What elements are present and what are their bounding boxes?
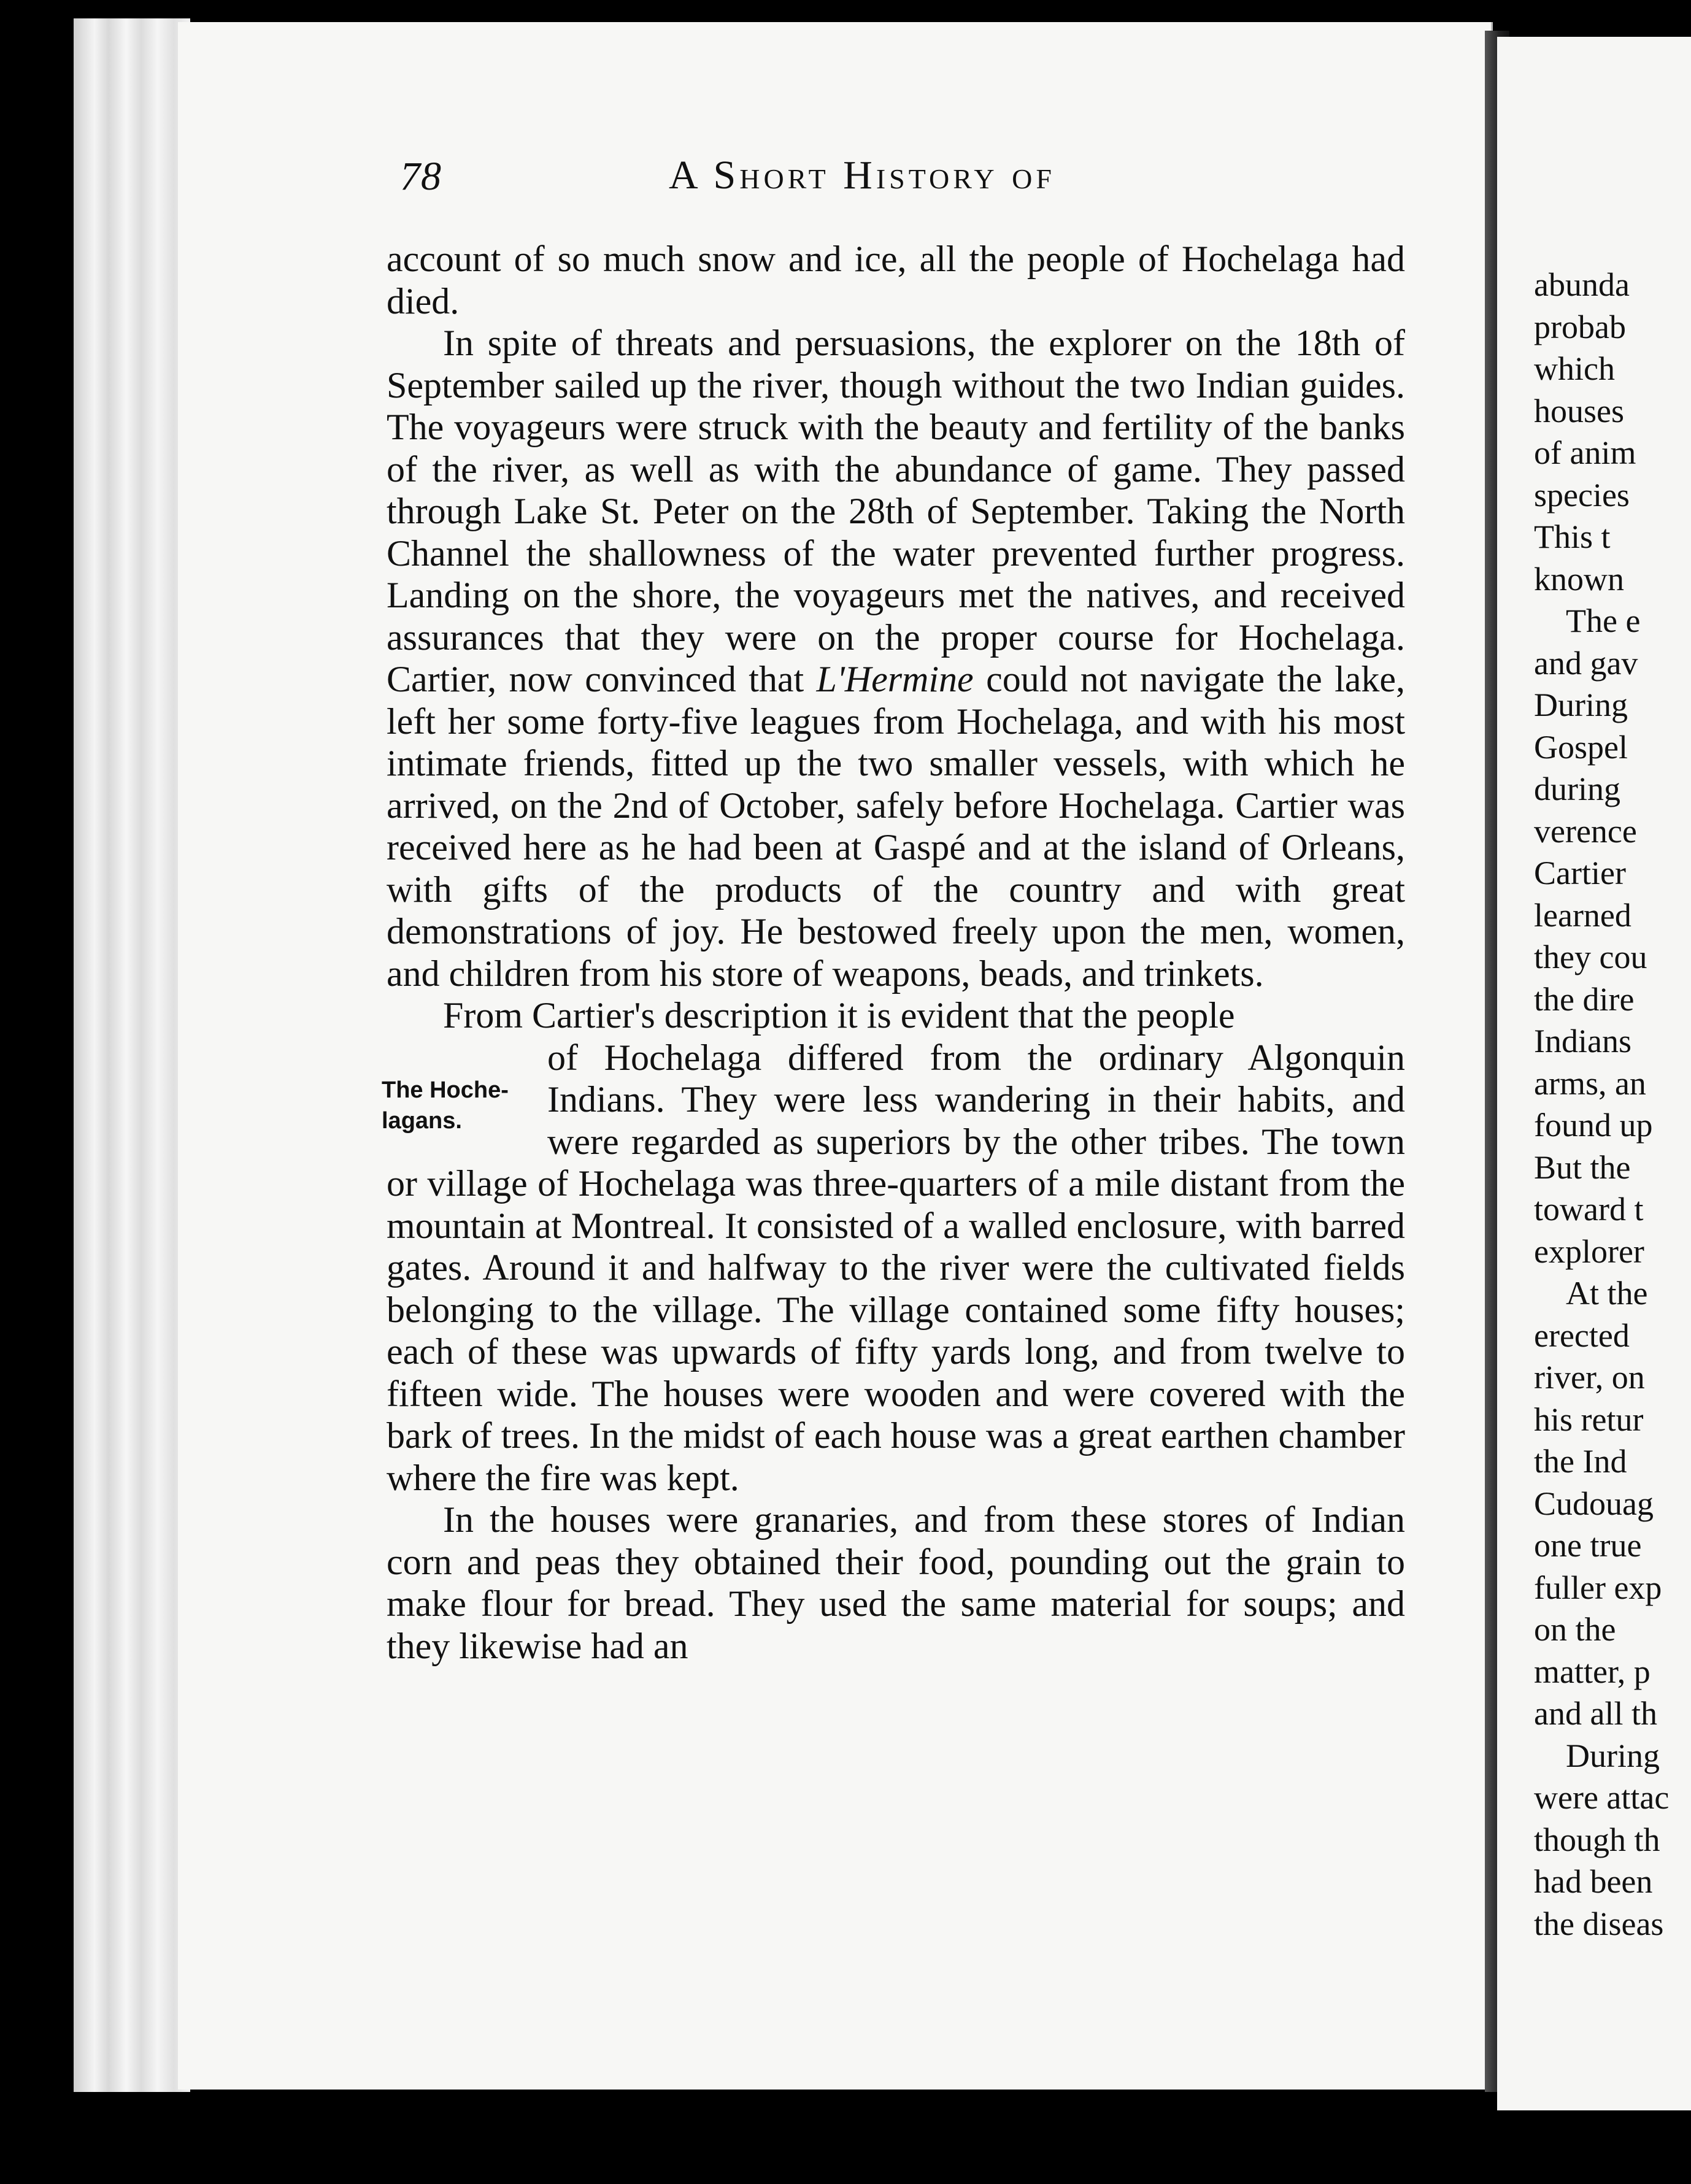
facing-page-line: Gospel	[1534, 728, 1628, 766]
paragraph-2-text: In spite of threats and persuasions, the explorer on the 18th of September sailed up the river, though without the two Indian guides. The voyageurs were struck with the beauty and fertility of the banks of the river, as well as with the abundance of game. They passed through Lake St. Peter on the 28th of September. Taking the North Channel the shallowness of the water prevented further progress. Landing on the shore, the voyageurs met the natives, and received assurances that they were on the proper course for Hochelaga. Cartier, now convinced that	[387, 323, 1405, 699]
facing-page-line: of anim	[1534, 434, 1636, 471]
facing-page-line: known	[1534, 560, 1624, 598]
facing-page-line: arms, an	[1534, 1064, 1646, 1102]
facing-page-line: his retur	[1534, 1401, 1644, 1438]
facing-page-line: explorer	[1534, 1232, 1644, 1270]
facing-page-line: abunda	[1534, 266, 1630, 303]
facing-page-line: Cartier	[1534, 855, 1626, 891]
facing-page-line: the diseas	[1534, 1905, 1664, 1942]
paragraph-3-first-line: From Cartier's description it is evident that the people	[443, 995, 1235, 1036]
main-text	[382, 238, 1406, 1667]
facing-page-line: though th	[1534, 1821, 1660, 1858]
facing-page-line: learned	[1534, 896, 1631, 934]
paragraph-1: account of so much snow and ice, all the people of Hochelaga had died.	[387, 239, 1405, 321]
facing-page-line: matter, p	[1534, 1653, 1651, 1690]
facing-page-line: which	[1534, 350, 1615, 387]
paragraph-4: In the houses were granaries, and from these stores of Indian corn and peas they obtained their food, pounding out the grain to make flour for bread. They used the same material for soups; and they likewise had an	[387, 1499, 1405, 1666]
facing-page-text	[1534, 264, 1691, 1945]
running-title: A Short History of	[669, 153, 1055, 198]
facing-page-line: during	[1534, 771, 1620, 807]
facing-page-line: houses	[1534, 392, 1624, 429]
paragraph-3	[382, 1037, 1405, 1499]
paragraph-2	[387, 322, 1405, 994]
facing-page-line: The e	[1566, 602, 1641, 639]
facing-page-line: At the	[1566, 1275, 1648, 1312]
facing-page-line: the Ind	[1534, 1443, 1627, 1480]
facing-page-line: on the	[1534, 1611, 1616, 1648]
facing-page-line: were attac	[1534, 1779, 1670, 1816]
ship-name: L'Hermine	[816, 659, 974, 699]
facing-page-line: and gav	[1534, 644, 1638, 682]
facing-page-line: the dire	[1534, 980, 1635, 1018]
paragraph-2-text-after: could not navigate the lake, left her some forty-five leagues from Hochelaga, and with his most intimate friends, fitted up the two smaller vessels, with which he arrived, on the 2nd of October, safely before Hochelaga. Cartier was received here as he had been at Gaspé and at the island of Orleans, with gifts of the products of the country and with great demonstrations of joy. He bestowed freely upon the men, women, and children from his store of weapons, beads, and trinkets.	[387, 659, 1406, 994]
facing-page-line: probab	[1534, 308, 1626, 345]
facing-page-line: Indians	[1534, 1023, 1631, 1059]
facing-page-line: and all th	[1534, 1695, 1657, 1732]
facing-page-line: river, on	[1534, 1359, 1645, 1396]
paragraph-3-text: of Hochelaga differed from the ordinary Algonquin Indians. They were less wandering in their habits, and were regarded as superiors by the other tribes. The town or village of Hochelaga was three-quarters of a mile distant from the mountain at Montreal. It consisted of a walled enclosure, with barred gates. Around it and halfway to the river were the cultivated fields belonging to the village. The village contained some fifty houses; each of these was upwards of fifty yards long, and from twelve to fifteen wide. The houses were wooden and were covered with the bark of trees. In the midst of each house was a great earthen chamber where the fire was kept.	[387, 1037, 1405, 1498]
facing-page-line: Cudouag	[1534, 1485, 1654, 1522]
page-stack-edge	[74, 18, 190, 2092]
sidenote: The Hoche-lagans.	[382, 1077, 509, 1134]
facing-page-line: During	[1534, 686, 1628, 723]
facing-page-line: But the	[1534, 1148, 1631, 1186]
facing-page-line: fuller exp	[1534, 1569, 1662, 1606]
page-number: 78	[400, 154, 442, 199]
facing-page-line: they cou	[1534, 939, 1647, 975]
facing-page-line: This t	[1534, 518, 1611, 555]
facing-page-line: verence	[1534, 812, 1637, 850]
facing-page-line: had been	[1534, 1863, 1653, 1900]
facing-page-line: toward t	[1534, 1191, 1644, 1228]
facing-page-line: species	[1534, 476, 1630, 513]
facing-page-line: found up	[1534, 1107, 1653, 1144]
facing-page-line: erected	[1534, 1317, 1630, 1354]
facing-page-line: During	[1566, 1737, 1660, 1774]
facing-page-line: one true	[1534, 1527, 1642, 1564]
